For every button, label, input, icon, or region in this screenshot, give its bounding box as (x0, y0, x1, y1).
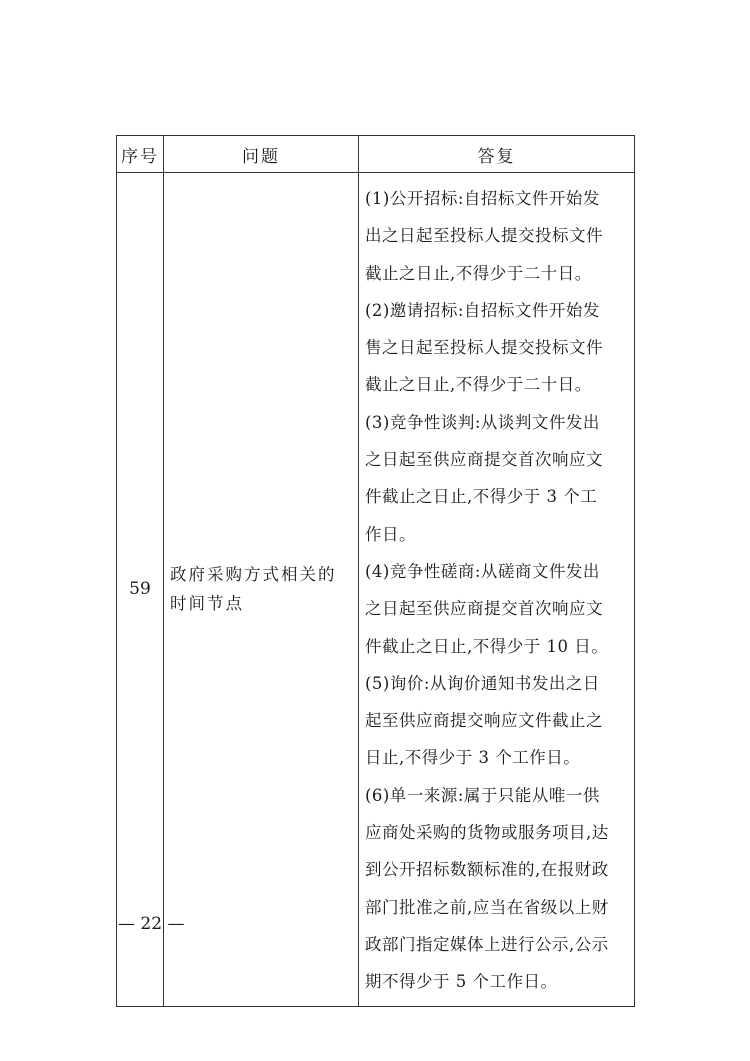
header-row (117, 136, 635, 173)
answer-line: 日止,不得少于 3 个工作日。 (365, 748, 581, 768)
question-line: 时间节点 (170, 594, 244, 614)
answer-line: 件截止之日止,不得少于 10 日。 (365, 636, 609, 656)
row-question-cell (164, 173, 359, 1007)
answer-line: (5)询价:从询价通知书发出之日 (365, 673, 600, 693)
answer-line: (3)竞争性谈判:从谈判文件发出 (365, 412, 600, 432)
answer-line: 政部门指定媒体上进行公示,公示 (365, 934, 609, 954)
header-answer: 答复 (359, 136, 635, 173)
answer-line: (1)公开招标:自招标文件开始发 (365, 189, 600, 208)
answer-line: 之日起至供应商提交首次响应文 (365, 599, 603, 619)
answer-line: 件截止之日止,不得少于 3 个工 (365, 487, 598, 507)
answer-line: 作日。 (365, 524, 416, 544)
question-line: 政府采购方式相关的 (170, 565, 337, 585)
page-number: — 22 — (118, 914, 185, 934)
answer-line: 出之日起至投标人提交投标文件 (365, 226, 603, 246)
answer-line: 截止之日止,不得少于二十日。 (365, 375, 592, 395)
answer-line: 到公开招标数额标准的,在报财政 (365, 860, 609, 880)
row-seq-cell: 59 (117, 173, 164, 1007)
answer-line: (2)邀请招标:自招标文件开始发 (365, 300, 600, 320)
answer-line: 期不得少于 5 个工作日。 (365, 972, 558, 992)
header-question: 问题 (164, 136, 359, 173)
answer-line: 应商处采购的货物或服务项目,达 (365, 823, 609, 843)
qa-table (116, 135, 635, 1007)
row-answer-cell (359, 173, 635, 1007)
answer-line: 起至供应商提交响应文件截止之 (365, 711, 603, 731)
answer-line: 部门批准之前,应当在省级以上财 (365, 897, 609, 917)
table-header (117, 136, 635, 173)
answer-line: 售之日起至投标人提交投标文件 (365, 338, 603, 358)
answer-line: 之日起至供应商提交首次响应文 (365, 450, 603, 470)
table-row (117, 173, 635, 1007)
answer-line: (6)单一来源:属于只能从唯一供 (365, 785, 600, 805)
header-seq: 序号 (117, 136, 164, 173)
answer-line: 截止之日止,不得少于二十日。 (365, 263, 592, 283)
answer-line: (4)竞争性磋商:从磋商文件发出 (365, 561, 600, 581)
